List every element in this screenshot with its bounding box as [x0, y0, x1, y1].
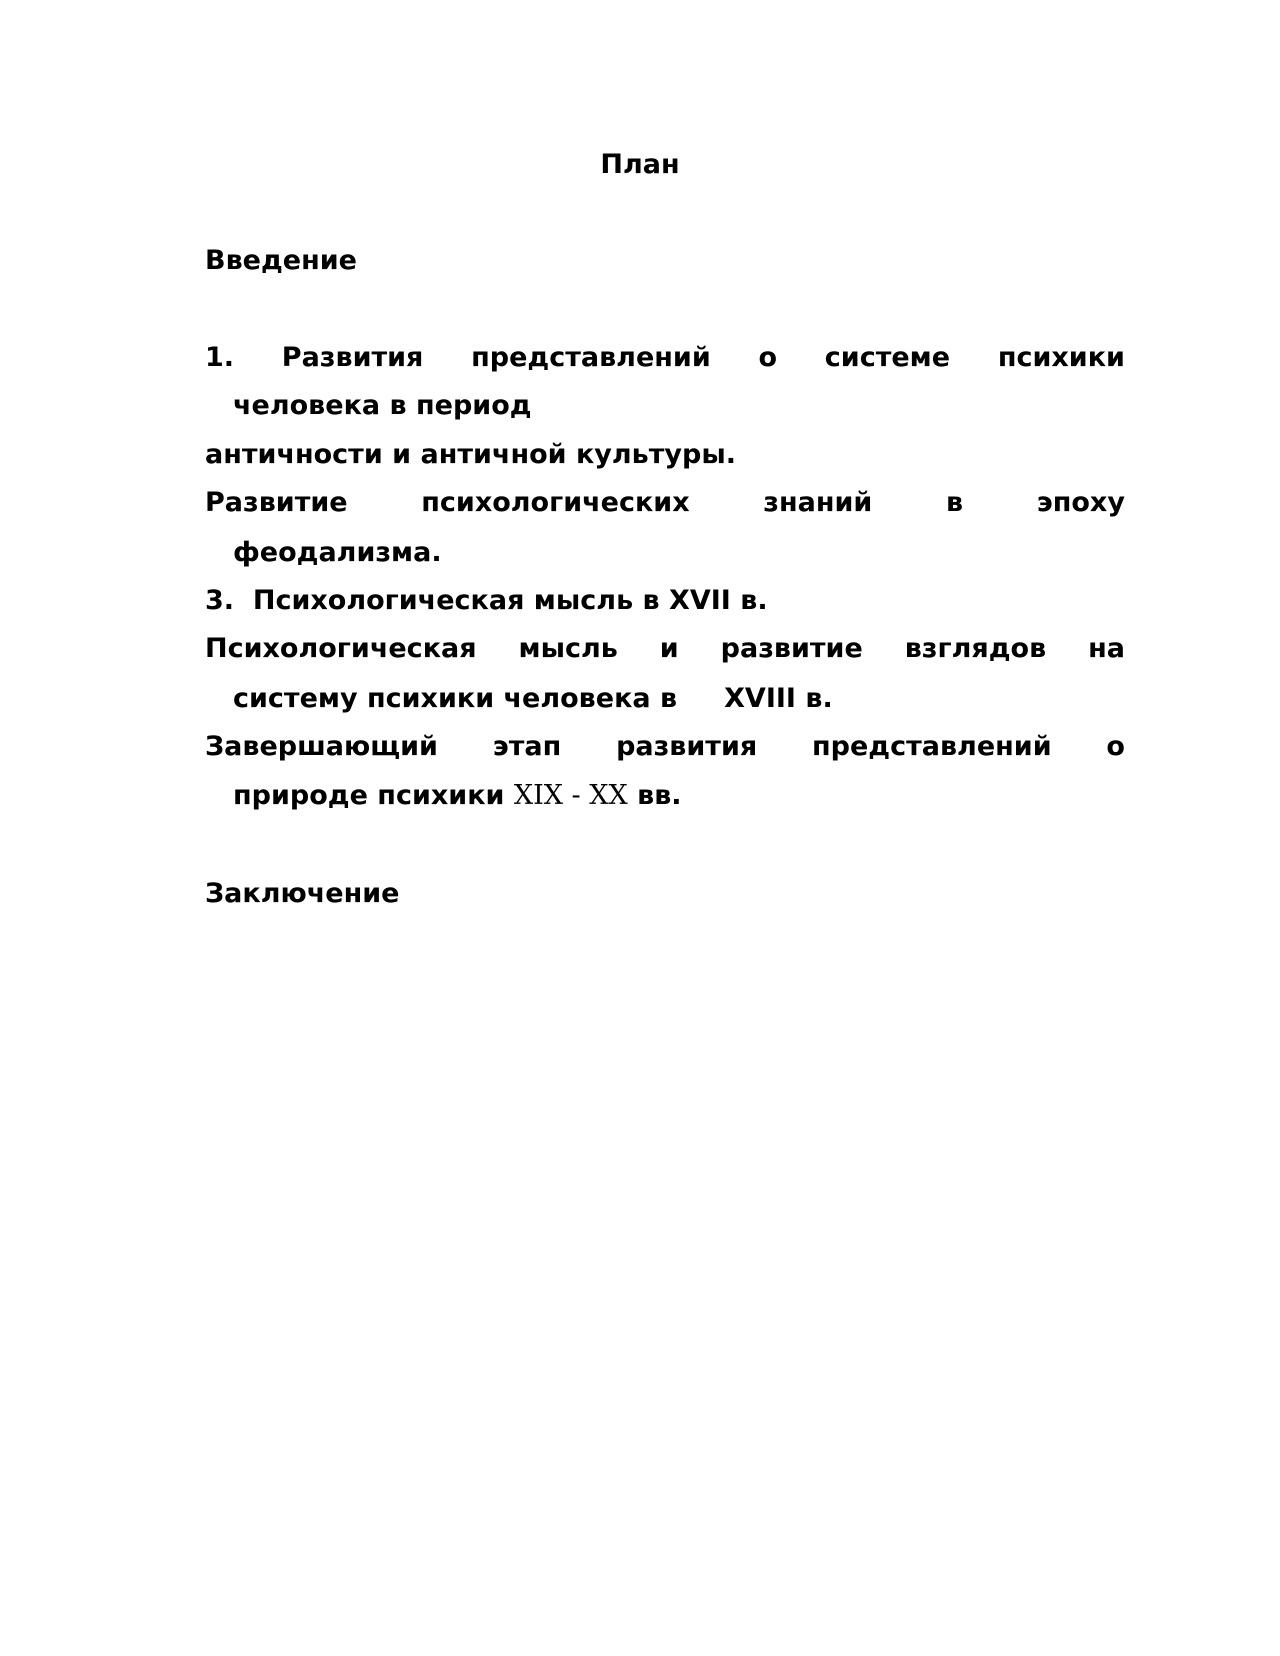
item-1-number: 1.: [205, 342, 235, 373]
item-5-word: о: [1106, 731, 1125, 762]
item-2-line-1: [205, 485, 1125, 521]
item-1-word: системе: [824, 342, 951, 373]
item-4-word: и: [659, 633, 679, 664]
item-4-line-1: [205, 631, 1125, 667]
item-3-line-1: 3. Психологическая мысль в XVII в.: [205, 585, 768, 616]
item-4-word: на: [1088, 633, 1125, 664]
item-1-word: психики: [997, 342, 1125, 373]
item-5-word: развития: [616, 731, 758, 762]
item-2-line-2: феодализма.: [233, 537, 442, 568]
item-5-line-2: [233, 778, 1125, 814]
section-conclusion: Заключение: [205, 878, 400, 909]
item-5-line-2-suffix: вв.: [627, 780, 682, 811]
item-2-word: в: [945, 487, 964, 518]
item-4-word: Психологическая: [205, 633, 477, 664]
item-4-line-2: систему психики человека в XVIII в.: [233, 683, 833, 714]
item-1-line-1: [205, 340, 1125, 376]
item-5-line-2-prefix: природе психики: [233, 780, 514, 811]
item-4-word: развитие: [720, 633, 863, 664]
item-1-word: о: [758, 342, 778, 373]
item-1-word: Развития: [281, 342, 424, 373]
item-1-line-3: античности и античной культуры.: [205, 439, 736, 470]
item-5-word: представлений: [812, 731, 1052, 762]
item-1-line-2: человека в период: [233, 390, 532, 421]
item-4-word: взглядов: [904, 633, 1047, 664]
section-intro: Введение: [205, 245, 357, 276]
item-2-word: Развитие: [205, 487, 348, 518]
item-5-century-range: XIX - XX: [513, 780, 628, 811]
item-5-word: Завершающий: [205, 731, 438, 762]
item-5-word: этап: [492, 731, 562, 762]
item-2-word: эпоху: [1036, 487, 1125, 518]
page-title: План: [600, 149, 680, 180]
item-2-word: знаний: [763, 487, 873, 518]
item-1-word: представлений: [471, 342, 711, 373]
item-2-word: психологических: [421, 487, 690, 518]
item-4-word: мысль: [518, 633, 618, 664]
item-5-line-1: [205, 729, 1125, 765]
